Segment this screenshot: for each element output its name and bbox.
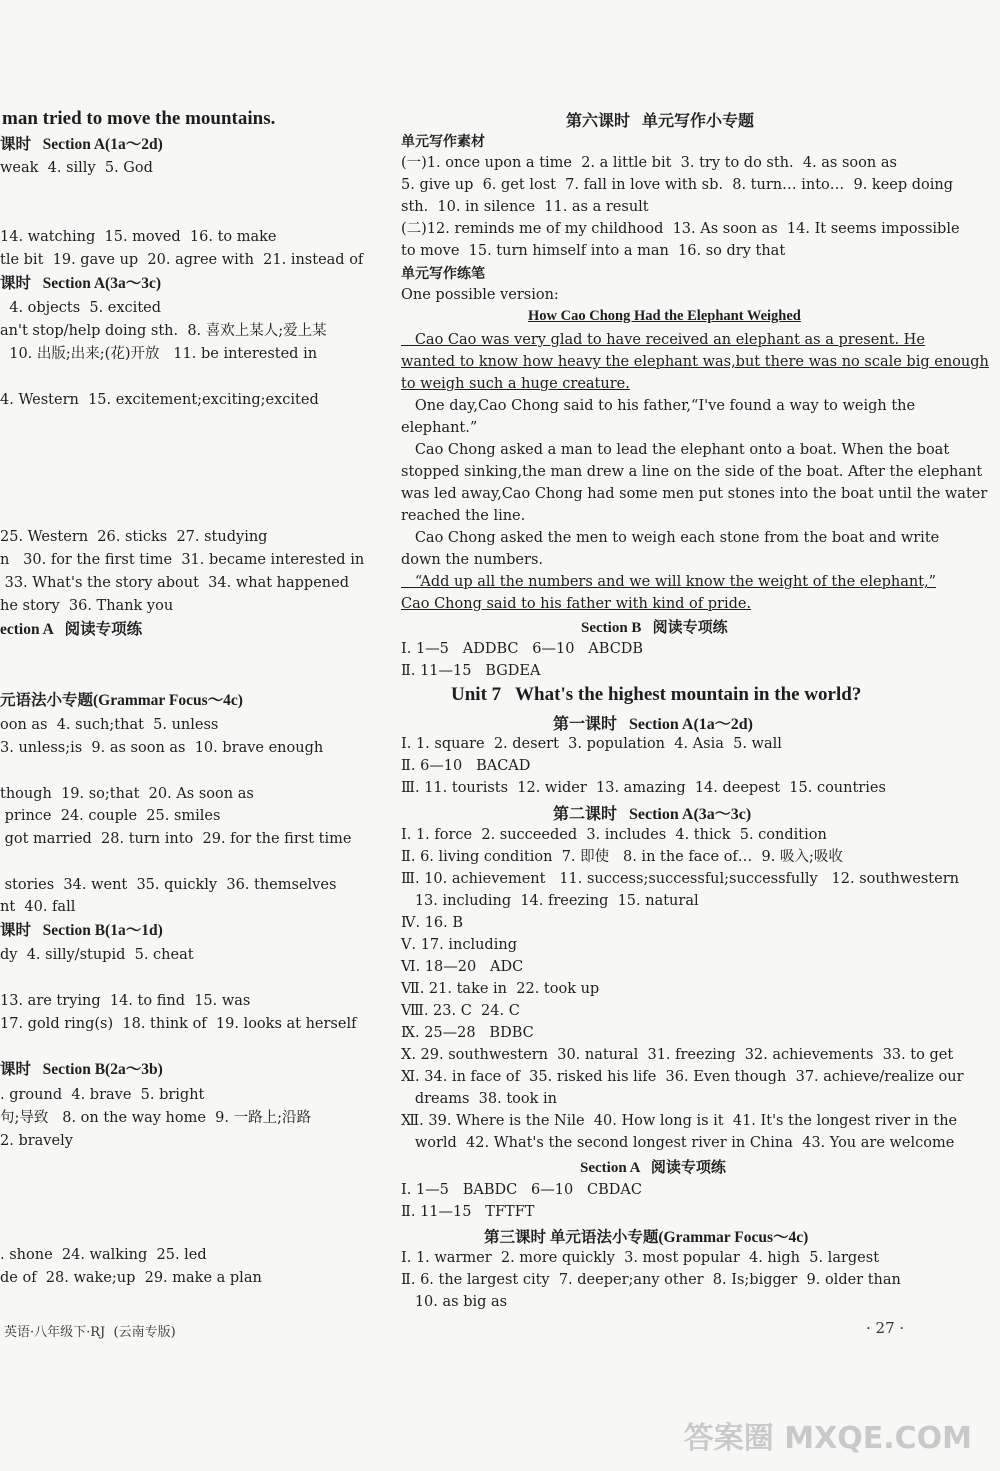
writing-material-subtitle: 单元写作素材 [401, 135, 485, 150]
possible-version-label: One possible version: [401, 287, 559, 303]
essay-title: How Cao Chong Had the Elephant Weighed [528, 308, 801, 324]
left-answer-line: an't stop/help doing sth. 8. 喜欢上某人;爱上某 [0, 323, 327, 339]
left-answer-line: got married 28. turn into 29. for the first time [0, 831, 352, 847]
left-answer-line: 3. unless;is 9. as soon as 10. brave enough [0, 740, 324, 756]
left-answer-line: 4. objects 5. excited [0, 300, 162, 316]
left-section-title: 课时 Section A(1a～2d) [0, 136, 163, 153]
left-answer-line: stories 34. went 35. quickly 36. themselves [0, 877, 337, 893]
essay-line: elephant.” [401, 420, 478, 436]
lesson2-answer-line: Ⅵ. 18—20 ADC [401, 959, 524, 975]
lesson3-title: 第三课时 单元语法小专题(Grammar Focus～4c) [484, 1229, 809, 1246]
section-a-answer-line: Ⅱ. 11—15 TFTFT [401, 1204, 535, 1220]
lesson2-answer-line: Ⅳ. 16. B [401, 915, 464, 931]
essay-line: One day,Cao Chong said to his father,“I've found a way to weigh the [401, 398, 916, 414]
essay-line: wanted to know how heavy the elephant was,but there was no scale big enough [401, 354, 989, 370]
lesson2-answer-line: Ⅱ. 6. living condition 7. 即使 8. in the face of… 9. 吸入;吸收 [401, 849, 843, 865]
lesson2-answer-line: Ⅺ. 34. in face of 35. risked his life 36. Even though 37. achieve/realize our [401, 1069, 964, 1085]
essay-line: Cao Cao was very glad to have received an elephant as a present. He [401, 332, 925, 348]
lesson2-answer-line: dreams 38. took in [401, 1091, 558, 1107]
left-answer-line: 13. are trying 14. to find 15. was [0, 993, 251, 1009]
left-answer-line: though 19. so;that 20. As soon as [0, 786, 254, 802]
left-answer-line: 4. Western 15. excitement;exciting;excited [0, 392, 319, 408]
unit7-title: Unit 7 What's the highest mountain in the world? [451, 684, 862, 705]
left-answer-line: . shone 24. walking 25. led [0, 1247, 207, 1263]
essay-line: to weigh such a huge creature. [401, 376, 630, 392]
lesson1-answer-line: Ⅰ. 1. square 2. desert 3. population 4. Asia 5. wall [401, 736, 782, 752]
essay-line: Cao Chong asked a man to lead the elephant onto a boat. When the boat [401, 442, 950, 458]
lesson3-answer-line: Ⅰ. 1. warmer 2. more quickly 3. most popular 4. high 5. largest [401, 1250, 880, 1266]
essay-line: down the numbers. [401, 552, 543, 568]
left-answer-line: 2. bravely [0, 1133, 73, 1149]
writing-practice-subtitle: 单元写作练笔 [401, 267, 485, 282]
lesson2-answer-line: Ⅶ. 21. take in 22. took up [401, 981, 600, 997]
left-answer-line: dy 4. silly/stupid 5. cheat [0, 947, 194, 963]
lesson1-title: 第一课时 Section A(1a～2d) [553, 716, 754, 733]
footer-book-info: 英语·八年级下·RJ (云南专版) [4, 1325, 176, 1340]
section-b-answer-line: Ⅱ. 11—15 BGDEA [401, 663, 541, 679]
lesson2-answer-line: 13. including 14. freezing 15. natural [401, 893, 699, 909]
essay-line: Cao Chong asked the men to weigh each stone from the boat and write [401, 530, 940, 546]
left-answer-line: 25. Western 26. sticks 27. studying [0, 529, 268, 545]
writing-material-line: (二)12. reminds me of my childhood 13. As soon as 14. It seems impossible [401, 221, 960, 237]
lesson2-answer-line: Ⅰ. 1. force 2. succeeded 3. includes 4. thick 5. condition [401, 827, 827, 843]
lesson2-title: 第二课时 Section A(3a～3c) [553, 806, 752, 823]
section-a-answer-line: Ⅰ. 1—5 BABDC 6—10 CBDAC [401, 1182, 642, 1198]
essay-line: was led away,Cao Chong had some men put stones into the boat until the water [401, 486, 988, 502]
essay-line: reached the line. [401, 508, 526, 524]
left-section-title: ection A 阅读专项练 [0, 621, 143, 638]
writing-material-line: sth. 10. in silence 11. as a result [401, 199, 649, 215]
lesson2-answer-line: Ⅹ. 29. southwestern 30. natural 31. freezing 32. achievements 33. to get [401, 1047, 954, 1063]
essay-line: stopped sinking,the man drew a line on the side of the boat. After the elephant [401, 464, 983, 480]
left-answer-line: n 30. for the first time 31. became interested in [0, 552, 365, 568]
lesson3-answer-line: 10. as big as [401, 1294, 508, 1310]
lesson2-answer-line: Ⅷ. 23. C 24. C [401, 1003, 520, 1019]
lesson1-answer-line: Ⅱ. 6—10 BACAD [401, 758, 531, 774]
left-answer-line: prince 24. couple 25. smiles [0, 808, 221, 824]
left-section-title: 课时 Section A(3a～3c) [0, 275, 162, 292]
left-answer-line: 33. What's the story about 34. what happened [0, 575, 349, 591]
writing-material-line: (一)1. once upon a time 2. a little bit 3. try to do sth. 4. as soon as [401, 155, 897, 171]
lesson1-answer-line: Ⅲ. 11. tourists 12. wider 13. amazing 14. deepest 15. countries [401, 780, 886, 796]
left-answer-line: he story 36. Thank you [0, 598, 174, 614]
left-answer-line: de of 28. wake;up 29. make a plan [0, 1270, 262, 1286]
left-answer-line: oon as 4. such;that 5. unless [0, 717, 219, 733]
lesson2-answer-line: Ⅴ. 17. including [401, 937, 517, 953]
section-a-reading-title: Section A 阅读专项练 [580, 1160, 726, 1176]
writing-material-line: 5. give up 6. get lost 7. fall in love with sb. 8. turn… into… 9. keep doing [401, 177, 954, 193]
left-answer-line: 17. gold ring(s) 18. think of 19. looks at herself [0, 1016, 357, 1032]
lesson2-answer-line: world 42. What's the second longest river in China 43. You are welcome [401, 1135, 955, 1151]
left-answer-line: weak 4. silly 5. God [0, 160, 153, 176]
essay-line: Cao Chong said to his father with kind of pride. [401, 596, 752, 612]
left-section-title: 课时 Section B(1a～1d) [0, 922, 163, 939]
essay-line: “Add up all the numbers and we will know the weight of the elephant,” [401, 574, 937, 590]
left-answer-line: 14. watching 15. moved 16. to make [0, 229, 277, 245]
site-watermark: 答案圈 MXQE.COM [683, 1421, 972, 1456]
lesson2-answer-line: Ⅲ. 10. achievement 11. success;successful;successfully 12. southwestern [401, 871, 959, 887]
lesson3-answer-line: Ⅱ. 6. the largest city 7. deeper;any other 8. Is;bigger 9. older than [401, 1272, 901, 1288]
lesson6-title: 第六课时 单元写作小专题 [566, 113, 755, 130]
left-answer-line: tle bit 19. gave up 20. agree with 21. instead of [0, 252, 364, 268]
left-answer-line: 10. 出版;出来;(花)开放 11. be interested in [0, 346, 318, 362]
left-section-title: 元语法小专题(Grammar Focus～4c) [0, 692, 243, 709]
left-unit-heading: man tried to move the mountains. [2, 108, 276, 129]
left-section-title: 课时 Section B(2a～3b) [0, 1061, 163, 1078]
left-answer-line: 句;导致 8. on the way home 9. 一路上;沿路 [0, 1110, 311, 1126]
writing-material-line: to move 15. turn himself into a man 16. so dry that [401, 243, 786, 259]
left-answer-line: . ground 4. brave 5. bright [0, 1087, 205, 1103]
section-b-reading-title: Section B 阅读专项练 [581, 620, 728, 636]
left-answer-line: nt 40. fall [0, 899, 76, 915]
lesson2-answer-line: Ⅻ. 39. Where is the Nile 40. How long is it 41. It's the longest river in the [401, 1113, 958, 1129]
section-b-answer-line: Ⅰ. 1—5 ADDBC 6—10 ABCDB [401, 641, 644, 657]
page-number: · 27 · [866, 1319, 905, 1337]
lesson2-answer-line: Ⅸ. 25—28 BDBC [401, 1025, 534, 1041]
